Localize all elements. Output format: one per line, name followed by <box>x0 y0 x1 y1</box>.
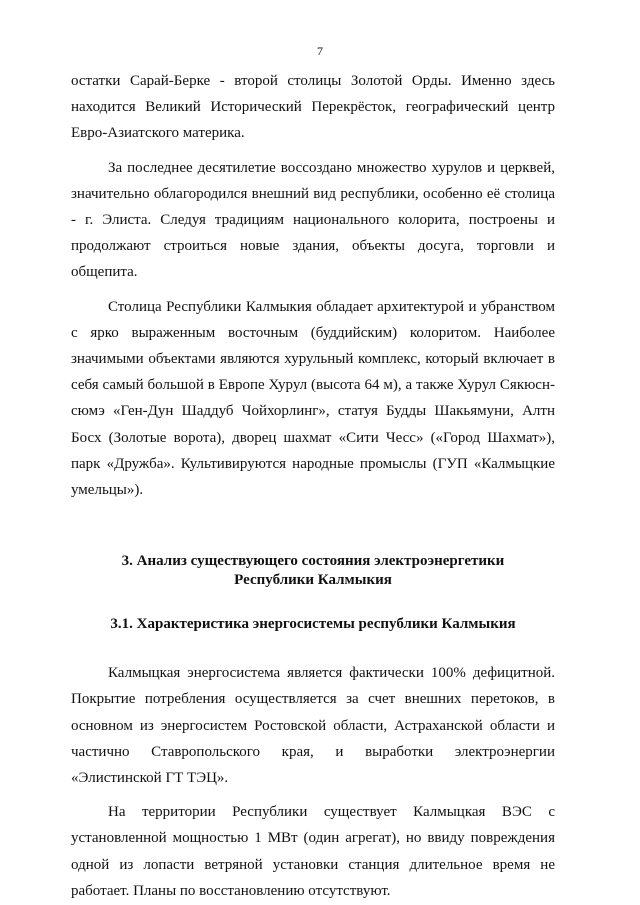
page-number: 7 <box>317 44 323 58</box>
paragraph-energy-deficit: Калмыцкая энергосистема является фактически 100% дефицитной. Покрытие потребления осуществляется за счет внешних перетоков, в основном из энергосистем Ростовской области, Астраханской области и частично Ставропольского края, и выработки электроэнергии «Элистинской ГТ ТЭЦ». <box>71 665 555 787</box>
paragraph-continuation: остатки Сарай-Берке - второй столицы Золотой Орды. Именно здесь находится Великий Исторический Перекрёсток, географический центр Евро-Азиатского материка. <box>71 73 555 142</box>
page-content <box>71 68 555 904</box>
paragraph-restoration: За последнее десятилетие воссоздано множество хурулов и церквей, значительно облагородился внешний вид республики, особенно её столица - г. Элиста. Следуя традициям национального колорита, построены и продолжают строиться новые здания, объекты досуга, торговли и общепита. <box>71 159 555 281</box>
subsection-heading: 3.1. Характеристика энергосистемы республики Калмыкия <box>110 616 516 633</box>
paragraph-wind-station: На территории Республики существует Калмыцкая ВЭС с установленной мощностью 1 МВт (один агрегат), но ввиду повреждения одной из лопасти ветряной установки станция длительное время не работает. Планы по восстановлению отсутствуют. <box>71 804 555 899</box>
section-heading-line-2: Республики Калмыкия <box>234 572 392 589</box>
section-heading <box>71 552 555 590</box>
paragraph-capital: Столица Республики Калмыкия обладает архитектурой и убранством с ярко выраженным восточным (буддийским) колоритом. Наиболее значимыми объектами являются хурульный комплекс, который включает в себя самый большой в Европе Хурул (высота 64 м), а также Хурул Сякюсн-сюмэ «Ген-Дун Шаддуб Чойхорлинг», статуя Будды Шакьямуни, Алтн Босх (Золотые ворота), дворец шахмат «Сити Чесс» («Город Шахмат»), парк «Дружба». Культивируются народные промыслы (ГУП «Калмыцкие умельцы»). <box>71 298 555 499</box>
section-heading-line-1: 3. Анализ существующего состояния электроэнергетики <box>121 553 505 570</box>
